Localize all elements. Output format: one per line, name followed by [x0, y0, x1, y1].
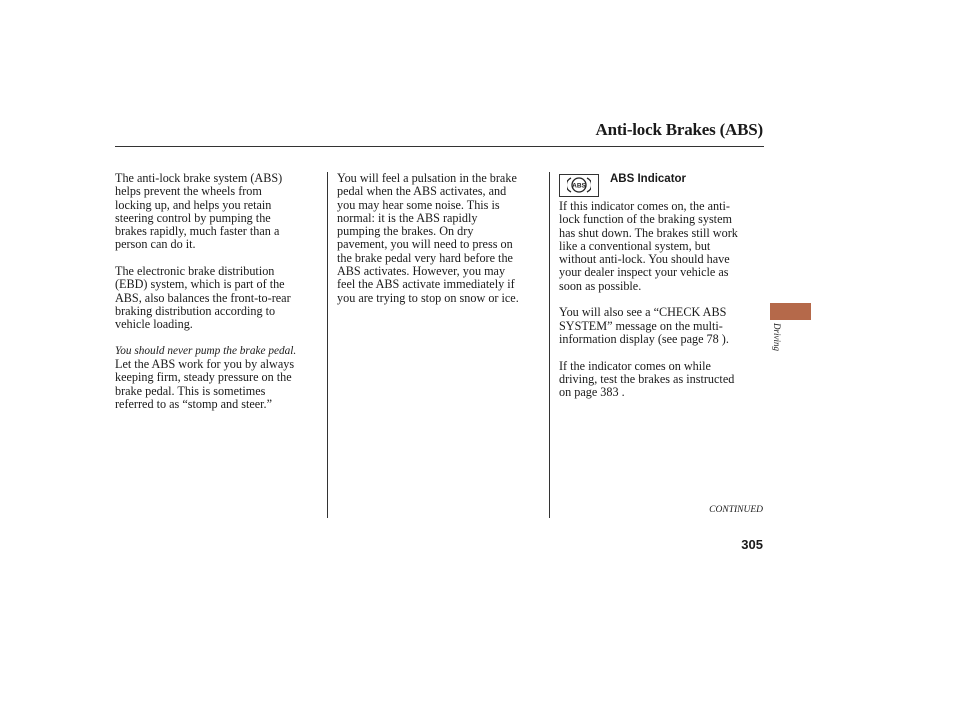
paragraph: If the indicator comes on while driving, test the brakes as instructed on page 383 . [559, 358, 735, 400]
column-2 [337, 172, 542, 305]
paragraph: You will feel a pulsation in the brake pedal when the ABS activates, and you may hear some noise. This is normal: it is the ABS rapidly pumping the brakes. On dry pavement, you will need to press on the brake pedal very hard before the ABS activates. However, you may feel the ABS activate immediately if you are trying to stop on snow or ice. [337, 171, 519, 305]
paragraph: If this indicator comes on, the anti- lock function of the braking system has shut down. The brakes still work like a conventional system, but without anti-lock. You should have your dealer inspect your vehicle as soon as possible. [559, 199, 738, 293]
paragraph: You will also see a “CHECK ABS SYSTEM” message on the multi- information display (see page 78 ). [559, 305, 729, 346]
abs-indicator-title: ABS Indicator [610, 173, 687, 186]
warning-note: You should never pump the brake pedal. [115, 344, 297, 357]
column-divider [327, 172, 328, 518]
paragraph: Let the ABS work for you by always keeping firm, steady pressure on the brake pedal. This is sometimes referred to as “stomp and steer.” [115, 357, 295, 412]
svg-text:ABS: ABS [572, 182, 586, 190]
page-number: 305 [741, 537, 763, 552]
continued-label: CONTINUED [709, 505, 763, 515]
page-title: Anti-lock Brakes (ABS) [595, 120, 763, 139]
paragraph: The electronic brake distribution (EBD) system, which is part of the ABS, also balances the front-to-rear braking distribution according to vehicle loading. [115, 264, 291, 332]
header-rule [115, 146, 764, 147]
column-divider [549, 172, 550, 518]
column-1 [115, 172, 320, 411]
column-3 [559, 172, 764, 399]
paragraph: The anti-lock brake system (ABS) helps prevent the wheels from locking up, and helps you retain steering control by pumping the brakes rapidly, much faster than a person can do it. [115, 171, 283, 252]
section-tab [770, 303, 811, 320]
abs-indicator-heading [559, 172, 764, 198]
abs-indicator-icon [559, 174, 599, 197]
section-label: Driving [772, 323, 782, 351]
